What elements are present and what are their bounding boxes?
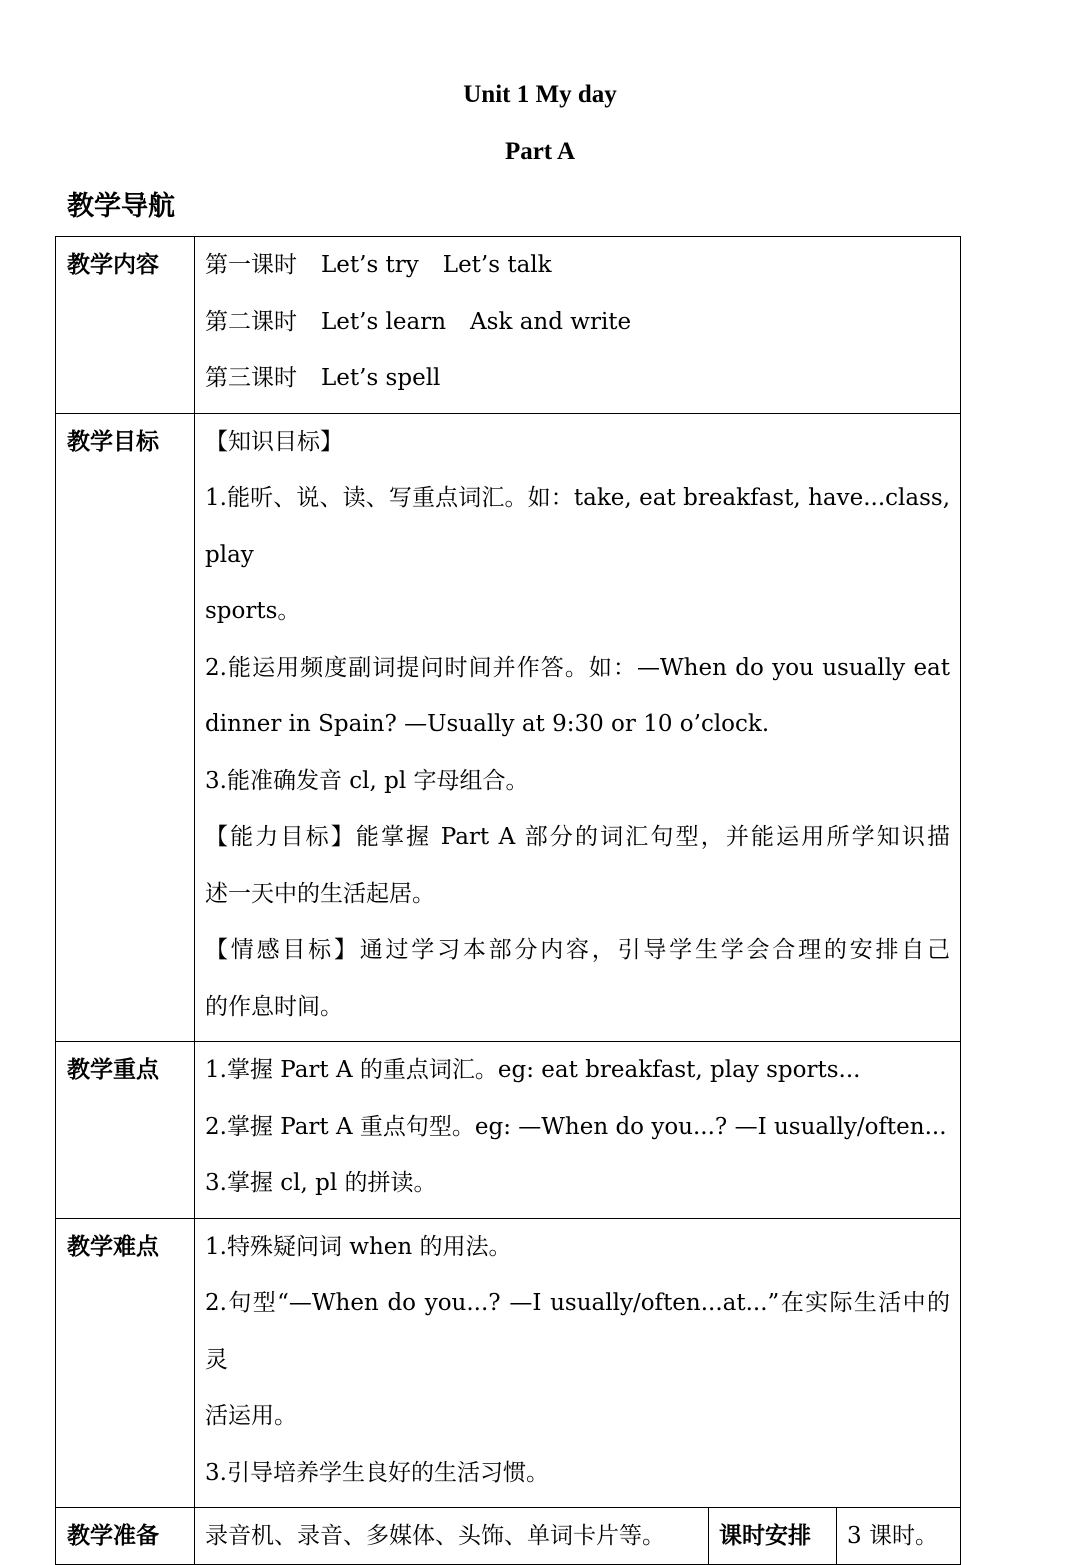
difficulty-line: 2.句型“—When do you...? —I usually/often...at...”在实际生活中的灵 — [205, 1290, 951, 1373]
objective-line: 1.能听、说、读、写重点词汇。如：take, eat breakfast, have...class, play — [205, 485, 951, 568]
row-difficulties — [56, 1218, 961, 1508]
objective-line: sports。 — [205, 598, 301, 624]
unit-title: Unit 1 My day — [463, 81, 617, 108]
key-point-line: 2.掌握 Part A 重点句型。eg: —When do you...? —I usually/often... — [205, 1113, 947, 1140]
content-cell — [195, 237, 961, 414]
part-title: Part A — [504, 138, 576, 165]
section-title: 教学导航 — [67, 191, 175, 222]
row-key-points — [56, 1042, 961, 1219]
difficulties-cell — [195, 1218, 961, 1508]
key-points-cell — [195, 1042, 961, 1219]
objectives-cell — [195, 413, 961, 1042]
difficulty-line: 1.特殊疑问词 when 的用法。 — [205, 1233, 512, 1260]
row-teaching-objectives — [56, 413, 961, 1042]
objective-line: 【情感目标】通过学习本部分内容，引导学生学会合理的安排自己 — [205, 937, 951, 963]
lesson-line: 第二课时 Let’s learn Ask and write — [205, 308, 632, 335]
key-point-line: 1.掌握 Part A 的重点词汇。eg: eat breakfast, play sports... — [205, 1057, 861, 1083]
schedule-label: 课时安排 — [709, 1508, 837, 1565]
objective-line: dinner in Spain? —Usually at 9:30 or 10 o’clock. — [205, 711, 770, 737]
schedule-value: 3 课时。 — [837, 1508, 961, 1565]
difficulty-line: 3.引导培养学生良好的生活习惯。 — [205, 1459, 549, 1486]
row-teaching-content — [56, 237, 961, 414]
objective-line: 3.能准确发音 cl, pl 字母组合。 — [205, 767, 529, 794]
row-preparation — [56, 1508, 961, 1565]
lesson-line: 第三课时 Let’s spell — [205, 365, 441, 391]
row-label: 教学难点 — [56, 1218, 195, 1508]
objective-line: 【能力目标】能掌握 Part A 部分的词汇句型，并能运用所学知识描 — [205, 824, 951, 850]
preparation-value: 录音机、录音、多媒体、头饰、单词卡片等。 — [195, 1508, 709, 1565]
teaching-guide-table — [55, 236, 961, 1565]
difficulty-line: 活运用。 — [205, 1403, 297, 1429]
objective-line: 述一天中的生活起居。 — [205, 880, 435, 907]
lesson-line: 第一课时 Let’s try Let’s talk — [205, 252, 552, 278]
key-point-line: 3.掌握 cl, pl 的拼读。 — [205, 1170, 437, 1196]
row-label: 教学目标 — [56, 413, 195, 1042]
row-label: 教学准备 — [56, 1508, 195, 1565]
objective-line: 【知识目标】 — [205, 428, 343, 455]
objective-line: 2.能运用频度副词提问时间并作答。如：—When do you usually eat — [205, 654, 951, 681]
row-label: 教学内容 — [56, 237, 195, 414]
row-label: 教学重点 — [56, 1042, 195, 1219]
objective-line: 的作息时间。 — [205, 993, 343, 1020]
